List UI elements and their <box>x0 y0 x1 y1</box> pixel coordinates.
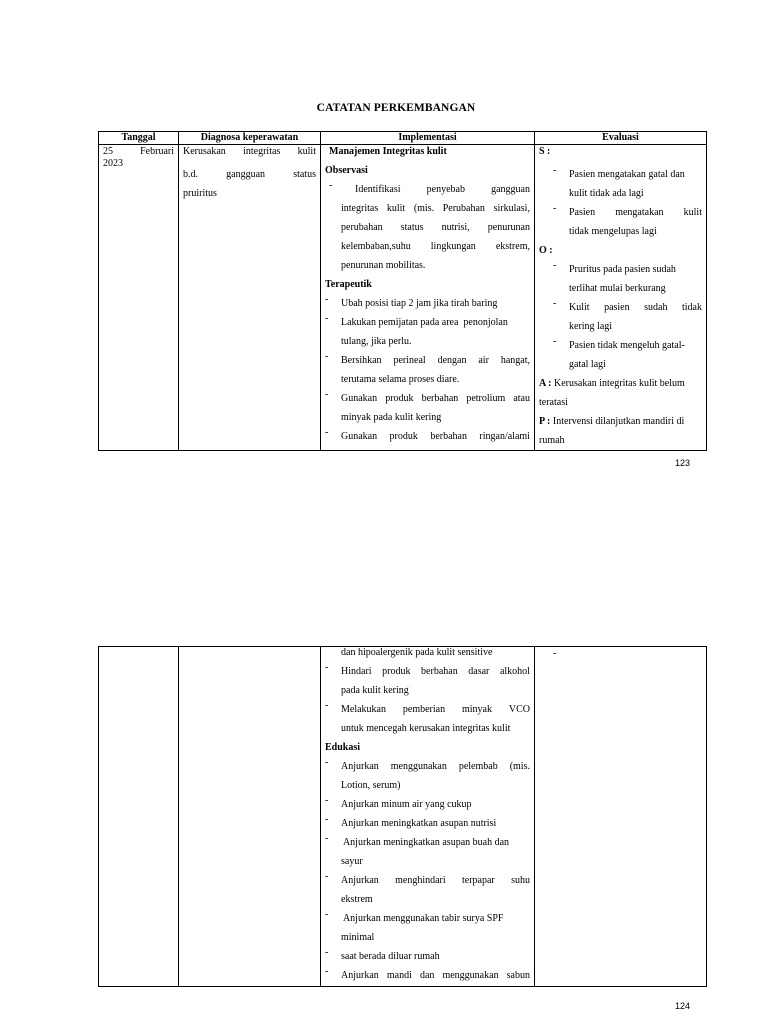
list-item <box>539 260 702 298</box>
word: produk <box>382 666 411 677</box>
words-line <box>341 871 530 890</box>
page-number: 124 <box>675 1001 691 1011</box>
word: petrolium <box>466 393 506 404</box>
page-number: 123 <box>675 458 691 468</box>
list-item <box>325 313 530 351</box>
implementation-cell <box>321 647 535 987</box>
word: Anjurkan <box>341 875 379 886</box>
table-row <box>99 145 707 451</box>
plan-line <box>539 412 702 431</box>
list-item <box>539 165 702 203</box>
bullet-dash: - <box>553 298 557 309</box>
word: terpapar <box>461 875 495 886</box>
words-line <box>341 237 530 256</box>
word: produk <box>389 431 418 442</box>
word: kulit <box>386 203 406 214</box>
list-item <box>325 814 530 833</box>
evaluation-cell <box>535 145 707 451</box>
list-item <box>325 909 530 947</box>
text-line: terlihat mulai berkurang <box>569 283 666 294</box>
diagnosis-cell <box>179 145 321 451</box>
list-item <box>325 389 530 427</box>
word: perubahan <box>341 222 383 233</box>
list-item <box>325 833 530 871</box>
diag-word: gangguan <box>226 169 266 180</box>
word: atau <box>513 393 530 404</box>
header-diagnosa: Diagnosa keperawatan <box>179 132 321 145</box>
word: Identifikasi <box>355 184 401 195</box>
word: status <box>400 222 424 233</box>
word: integritas <box>341 203 379 214</box>
words-line <box>341 700 530 719</box>
word: penyebab <box>426 184 465 195</box>
word: Gunakan <box>341 431 378 442</box>
bullet-dash: - <box>325 700 329 711</box>
diag-word: kulit <box>297 146 316 157</box>
progress-table-page-1 <box>98 131 707 451</box>
text-line: ekstrem <box>341 894 373 905</box>
list-item <box>325 294 530 313</box>
word: penurunan <box>487 222 530 233</box>
text-line: Pruritus pada pasien sudah <box>569 264 676 275</box>
diagnosis-cell <box>179 647 321 987</box>
word: Pasien <box>569 207 596 218</box>
bullet-dash: - <box>553 336 557 347</box>
word: mandi <box>386 970 412 981</box>
text-line: Anjurkan minum air yang cukup <box>341 799 472 810</box>
word: dengan <box>437 355 467 366</box>
list-item <box>325 947 530 966</box>
label-plan: P : <box>539 416 551 427</box>
text-line: Lakukan pemijatan pada area penonjolan <box>341 317 508 328</box>
diag-line: pruiritus <box>183 188 217 199</box>
word: pemberian <box>402 704 446 715</box>
header-evaluasi: Evaluasi <box>535 132 707 145</box>
diag-word: status <box>293 169 316 180</box>
assessment-text: Kerusakan integritas kulit belum <box>554 378 685 389</box>
word: suhu <box>511 875 530 886</box>
word: gangguan <box>491 184 530 195</box>
word: berbahan <box>421 393 459 404</box>
bullet-dash: - <box>553 165 557 176</box>
list-item <box>539 298 702 336</box>
section-edukasi: Edukasi <box>325 742 361 753</box>
words-line <box>341 966 530 985</box>
text-line: tulang, jika perlu. <box>341 336 412 347</box>
list-item <box>325 795 530 814</box>
text-line: Lotion, serum) <box>341 780 401 791</box>
word: kulit <box>683 207 702 218</box>
word: nutrisi, <box>441 222 470 233</box>
word: ringan/alami <box>479 431 530 442</box>
word: sudah <box>644 302 668 313</box>
bullet-dash: - <box>329 180 333 191</box>
date-cell <box>99 647 179 987</box>
word: sabun <box>506 970 530 981</box>
word: ekstrem, <box>495 241 530 252</box>
text-line: minimal <box>341 932 375 943</box>
date-month: Februari <box>140 146 174 157</box>
implementation-cell <box>321 145 535 451</box>
progress-table-page-2 <box>98 646 707 987</box>
text-line: tidak mengelupas lagi <box>569 226 657 237</box>
diag-word: integritas <box>243 146 281 157</box>
list-item <box>539 203 702 241</box>
word: perineal <box>393 355 426 366</box>
bullet-dash: - <box>325 294 329 305</box>
text-line: teratasi <box>539 397 568 408</box>
bullet-dash: - <box>325 389 329 400</box>
text-line: kulit tidak ada lagi <box>569 188 644 199</box>
word: sirkulasi, <box>493 203 530 214</box>
list-item <box>325 351 530 389</box>
word: dasar <box>468 666 490 677</box>
label-assessment: A : <box>539 378 552 389</box>
diag-word: b.d. <box>183 169 198 180</box>
word: minyak <box>461 704 492 715</box>
word: alkohol <box>499 666 530 677</box>
bullet-dash: - <box>325 909 329 920</box>
word: pelembab <box>458 761 498 772</box>
bullet-dash: - <box>553 648 557 659</box>
words-line <box>341 218 530 237</box>
word: berbahan <box>421 666 458 677</box>
words-line <box>341 199 530 218</box>
word: (mis. <box>509 761 530 772</box>
list-item <box>539 336 702 374</box>
list-item <box>325 662 530 700</box>
word: berbahan <box>430 431 467 442</box>
text-line: terutama selama proses diare. <box>341 374 460 385</box>
word: air <box>478 355 489 366</box>
text-line: rumah <box>539 435 565 446</box>
impl-heading: Manajemen Integritas kulit <box>329 146 447 157</box>
text-line: untuk mencegah kerusakan integritas kulit <box>341 723 511 734</box>
word: Gunakan <box>341 393 378 404</box>
text-line: penurunan mobilitas. <box>341 260 426 271</box>
bullet-dash: - <box>325 795 329 806</box>
bullet-dash: - <box>325 757 329 768</box>
date-day: 25 <box>103 146 113 157</box>
bullet-dash: - <box>325 966 329 977</box>
list-item <box>325 966 530 985</box>
words-line <box>341 757 530 776</box>
text-line: sayur <box>341 856 363 867</box>
word: tidak <box>682 302 702 313</box>
assessment-line <box>539 374 702 393</box>
section-observasi: Observasi <box>325 165 368 176</box>
bullet-dash: - <box>325 947 329 958</box>
label-objective: O : <box>539 245 553 256</box>
evaluation-cell <box>535 647 707 987</box>
words-line <box>341 389 530 408</box>
plan-text: Intervensi dilanjutkan mandiri di <box>552 416 685 427</box>
bullet-dash: - <box>325 351 329 362</box>
text-line: Pasien tidak mengeluh gatal- <box>569 340 685 351</box>
table-row <box>99 647 707 987</box>
bullet-dash: - <box>325 662 329 673</box>
header-tanggal: Tanggal <box>99 132 179 145</box>
word: mengatakan <box>615 207 664 218</box>
date-year: 2023 <box>103 158 123 169</box>
word: lingkungan <box>430 241 476 252</box>
bullet-dash: - <box>325 313 329 324</box>
page-title: CATATAN PERKEMBANGAN <box>316 102 476 114</box>
text-line: Anjurkan meningkatkan asupan nutrisi <box>341 818 497 829</box>
word: menggunakan <box>442 970 499 981</box>
word: Anjurkan <box>341 970 379 981</box>
word: Melakukan <box>341 704 386 715</box>
word: kelembaban,suhu <box>341 241 411 252</box>
bullet-dash: - <box>325 833 329 844</box>
diag-word: Kerusakan <box>183 146 226 157</box>
bullet-dash: - <box>325 427 329 438</box>
bullet-dash: - <box>553 260 557 271</box>
word: dan <box>419 970 435 981</box>
bullet-dash: - <box>325 814 329 825</box>
words-line <box>341 662 530 681</box>
word: Anjurkan <box>341 761 379 772</box>
words-line <box>569 203 702 222</box>
words-line <box>341 427 530 446</box>
bullet-dash: - <box>553 203 557 214</box>
word: Hindari <box>341 666 372 677</box>
text-line: Pasien mengatakan gatal dan <box>569 169 685 180</box>
word: VCO <box>508 704 530 715</box>
words-line <box>341 180 530 199</box>
text-line: Anjurkan menggunakan tabir surya SPF <box>341 913 504 924</box>
list-item <box>325 180 530 275</box>
text-line: minyak pada kulit kering <box>341 412 442 423</box>
list-item <box>325 700 530 738</box>
word: menggunakan <box>390 761 447 772</box>
text-line: pada kulit kering <box>341 685 409 696</box>
date-cell <box>99 145 179 451</box>
word: Perubahan <box>442 203 485 214</box>
words-line <box>341 351 530 370</box>
word: hangat, <box>500 355 530 366</box>
table-header-row <box>99 132 707 145</box>
label-subjective: S : <box>539 146 551 157</box>
text-line: kering lagi <box>569 321 613 332</box>
word: Kulit <box>569 302 590 313</box>
section-terapeutik: Terapeutik <box>325 279 372 290</box>
word: menghindari <box>395 875 446 886</box>
bullet-dash: - <box>325 871 329 882</box>
text-line: Anjurkan meningkatkan asupan buah dan <box>341 837 510 848</box>
list-item <box>325 427 530 446</box>
header-implementasi: Implementasi <box>321 132 535 145</box>
text-line: dan hipoalergenik pada kulit sensitive <box>341 647 493 658</box>
word: produk <box>385 393 414 404</box>
list-item <box>325 757 530 795</box>
word: pasien <box>604 302 630 313</box>
list-item <box>325 871 530 909</box>
word: Bersihkan <box>341 355 382 366</box>
text-line: Ubah posisi tiap 2 jam jika tirah baring <box>341 298 498 309</box>
words-line <box>569 298 702 317</box>
word: (mis. <box>413 203 435 214</box>
text-line: gatal lagi <box>569 359 606 370</box>
text-line: saat berada diluar rumah <box>341 951 440 962</box>
